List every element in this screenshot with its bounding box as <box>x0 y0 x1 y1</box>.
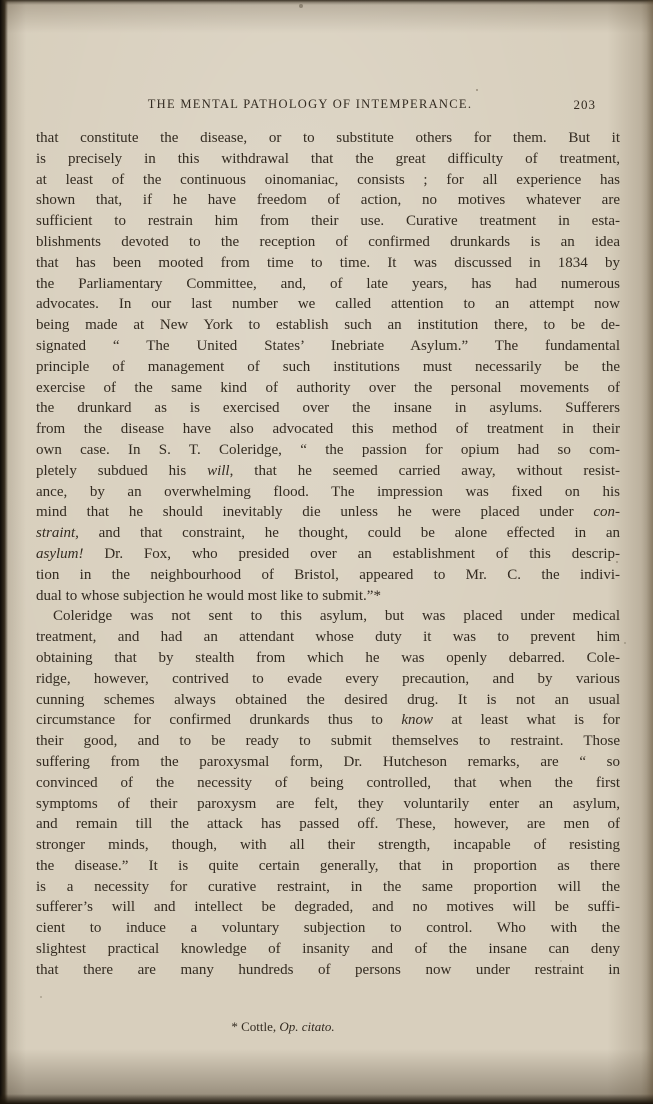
text-line <box>36 648 620 669</box>
paragraph <box>36 606 620 980</box>
footnote <box>0 1019 575 1035</box>
text-line <box>36 565 620 586</box>
text-run: slightest practical knowledge of insanity and of the insane can deny <box>36 941 620 958</box>
text-run: cunning schemes always obtained the desired drug. It is not an usual <box>36 691 620 708</box>
text-run: and remain till the attack has passed off. These, however, are men of <box>36 816 620 833</box>
text-line <box>36 773 620 794</box>
text-line <box>36 294 620 315</box>
text-line <box>36 461 620 482</box>
text-run: Dr. Fox, who presided over an establishment of this descrip- <box>83 545 620 562</box>
text-run: exercise of the same kind of authority over the personal movements of <box>36 379 620 396</box>
text-run: suffering from the paroxysmal form, Dr. Hutcheson remarks, are “ so <box>36 753 620 770</box>
italic-text: straint, <box>36 525 79 542</box>
text-line <box>36 606 620 627</box>
text-run: sufficient to restrain him from their use. Curative treatment in esta- <box>36 213 620 230</box>
text-line <box>36 398 620 419</box>
text-run: * Cottle, <box>231 1018 280 1034</box>
text-run: the Parliamentary Committee, and, of late years, has had numerous <box>36 275 620 292</box>
paragraph <box>36 128 620 606</box>
text-line <box>36 440 620 461</box>
text-run: mind that he should inevitably die unless he were placed under <box>36 504 594 521</box>
text-line <box>36 814 620 835</box>
text-run: symptoms of their paroxysm are felt, they voluntarily enter an asylum, <box>36 795 620 812</box>
text-run: sufferer’s will and intellect be degraded, and no motives will be suffi- <box>36 899 620 916</box>
text-run: that constitute the disease, or to substitute others for them. But it <box>36 130 620 146</box>
running-head <box>36 97 620 113</box>
text-line <box>36 419 620 440</box>
text-run: obtaining that by stealth from which he was openly debarred. Cole- <box>36 649 620 666</box>
text-line <box>36 710 620 731</box>
text-line <box>36 482 620 503</box>
text-run: that there are many hundreds of persons now under restraint in <box>36 961 620 978</box>
text-run: ance, by an overwhelming flood. The impression was fixed on his <box>36 483 620 500</box>
text-line <box>36 149 620 170</box>
page-edge-bottom <box>0 1094 653 1104</box>
italic-text: con- <box>593 504 620 521</box>
text-run: treatment, and had an attendant whose duty it was to prevent him <box>36 629 620 646</box>
text-line <box>36 794 620 815</box>
text-line <box>36 211 620 232</box>
text-line <box>36 918 620 939</box>
text-run: own case. In S. T. Coleridge, “ the passion for opium had so com- <box>36 441 620 458</box>
text-run: is precisely in this withdrawal that the great difficulty of treatment, <box>36 150 620 167</box>
text-line <box>36 897 620 918</box>
text-line <box>36 627 620 648</box>
text-line <box>36 274 620 295</box>
text-line <box>36 502 620 523</box>
text-run: their good, and to be ready to submit themselves to restraint. Those <box>36 733 620 750</box>
text-run: and that constraint, he thought, could be alone effected in an <box>78 525 620 542</box>
text-line <box>36 336 620 357</box>
text-line <box>36 690 620 711</box>
text-line <box>36 190 620 211</box>
text-line <box>36 523 620 544</box>
italic-text: know <box>401 712 434 729</box>
text-line <box>36 731 620 752</box>
text-run: the drunkard as is exercised over the insane in asylums. Sufferers <box>36 400 620 417</box>
text-run: is a necessity for curative restraint, in the same proportion will the <box>36 878 620 895</box>
text-run: at least of the continuous oinomaniac, consists ; for all experience has <box>36 171 620 188</box>
body-text <box>36 128 620 981</box>
text-line <box>36 669 620 690</box>
text-run: dual to whose subjection he would most like to submit.”* <box>36 587 381 604</box>
text-run: stronger minds, though, with all their strength, incapable of resisting <box>36 837 620 854</box>
text-line <box>36 128 620 149</box>
text-line <box>36 835 620 856</box>
text-run: signated “ The United States’ Inebriate Asylum.” The fundamental <box>36 337 620 354</box>
text-line <box>36 877 620 898</box>
running-title: THE MENTAL PATHOLOGY OF INTEMPERANCE. <box>147 97 473 111</box>
text-run: at least what is for <box>433 712 620 729</box>
text-run: advocates. In our last number we called attention to an attempt now <box>36 296 620 313</box>
text-run: from the disease have also advocated this method of treatment in their <box>36 421 620 438</box>
text-line <box>36 315 620 336</box>
text-line <box>36 232 620 253</box>
text-line <box>36 586 620 607</box>
text-line <box>36 357 620 378</box>
text-run: being made at New York to establish such an institution there, to be de- <box>36 317 620 334</box>
text-line <box>36 544 620 565</box>
text-run: that has been mooted from time to time. It was discussed in 1834 by <box>36 254 620 271</box>
text-line <box>36 960 620 981</box>
text-line <box>36 378 620 399</box>
text-line <box>36 170 620 191</box>
text-run: convinced of the necessity of being controlled, that when the first <box>36 774 620 791</box>
text-run: pletely subdued his <box>36 462 208 479</box>
text-run: shown that, if he have freedom of action, no motives whatever are <box>36 192 620 209</box>
text-run: Coleridge was not sent to this asylum, but was placed under medical <box>53 608 620 625</box>
text-line <box>36 253 620 274</box>
text-line <box>36 856 620 877</box>
text-run: tion in the neighbourhood of Bristol, appeared to Mr. C. the indivi- <box>36 566 620 583</box>
text-run: cient to induce a voluntary subjection to control. Who with the <box>36 920 620 937</box>
text-run: blishments devoted to the reception of confirmed drunkards is an idea <box>36 233 620 250</box>
italic-text: will <box>207 462 230 479</box>
text-run: principle of management of such institutions must necessarily be the <box>36 358 620 375</box>
footnote-text <box>231 1019 334 1034</box>
text-line <box>36 939 620 960</box>
italic-text: Op. citato. <box>279 1018 335 1034</box>
page-number: 203 <box>573 97 596 112</box>
text-run: , that he seemed carried away, without resist- <box>229 462 620 479</box>
italic-text: asylum! <box>36 545 84 562</box>
text-run: ridge, however, contrived to evade every precaution, and by various <box>36 670 620 687</box>
text-run: circumstance for confirmed drunkards thus to <box>36 712 402 729</box>
text-line <box>36 752 620 773</box>
text-run: the disease.” It is quite certain generally, that in proportion as there <box>36 857 620 874</box>
